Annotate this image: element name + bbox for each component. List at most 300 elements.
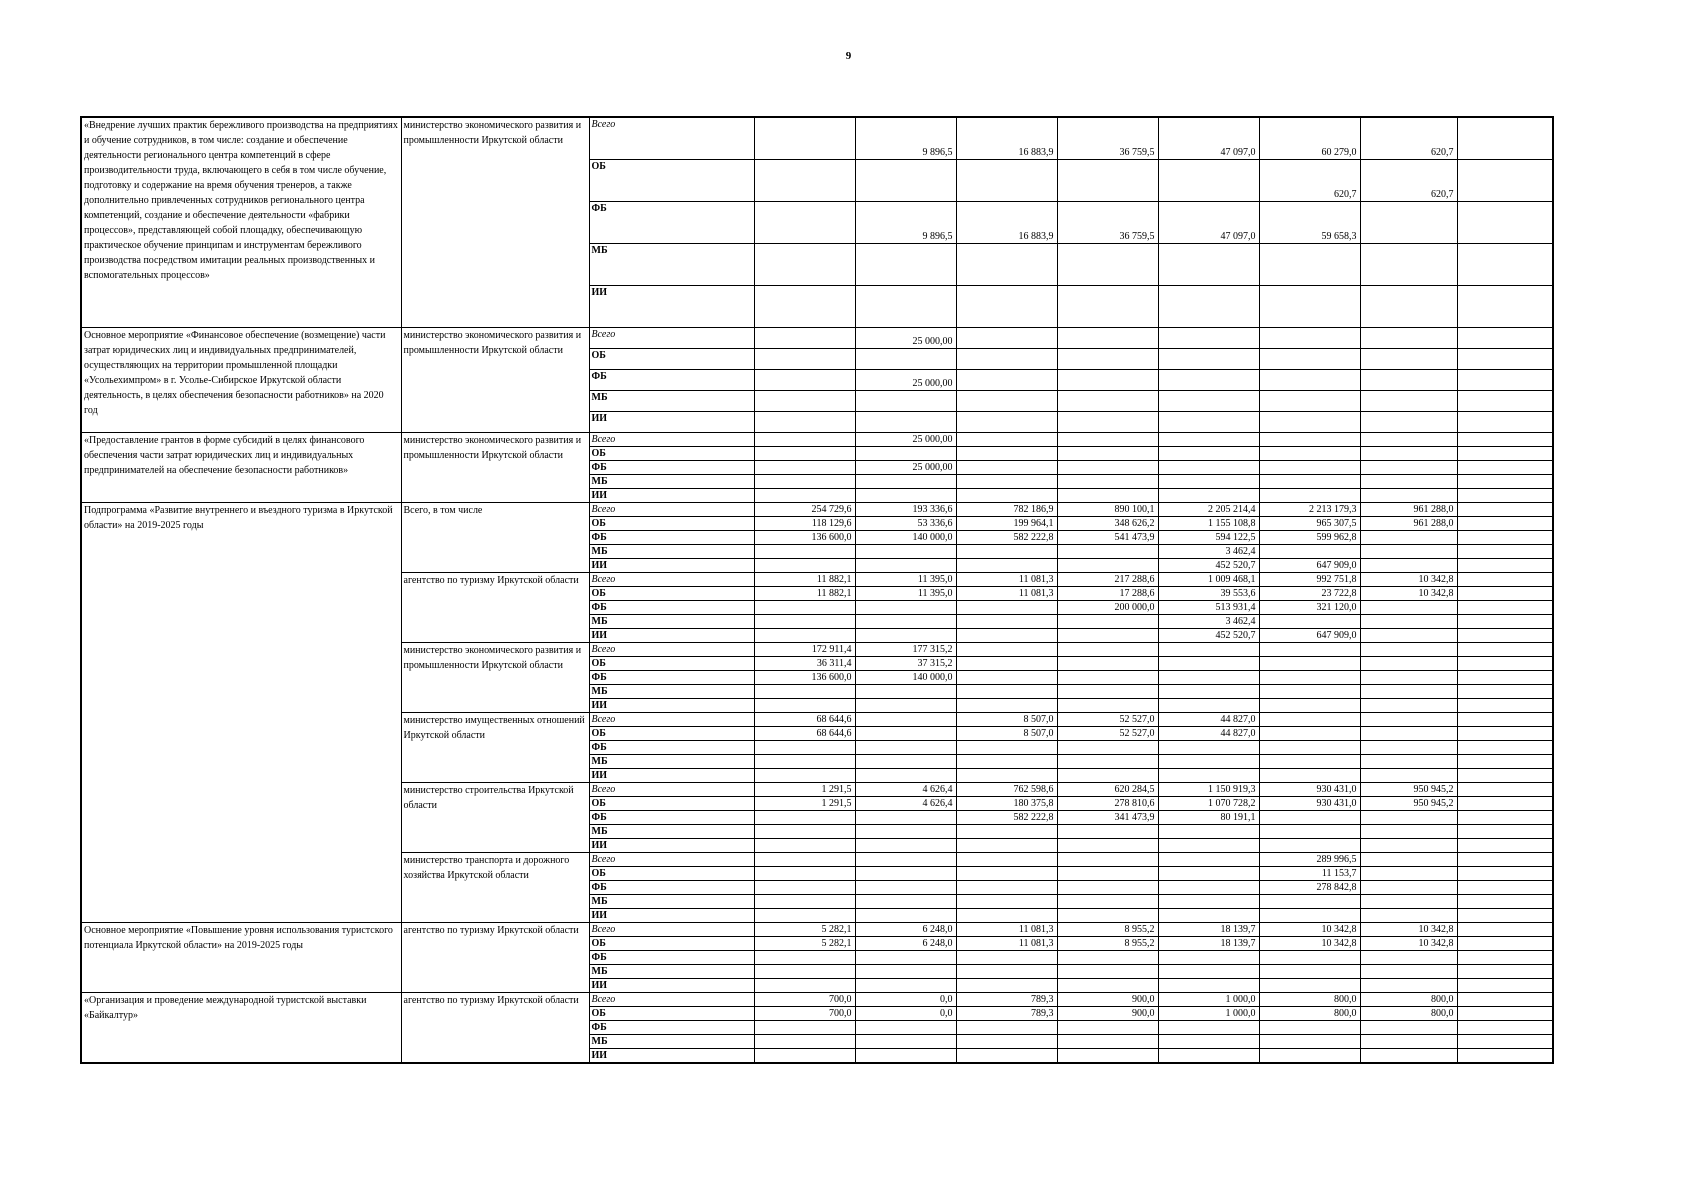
amount-cell [1457,726,1553,740]
amount-cell [1360,558,1457,572]
amount-cell: 10 342,8 [1360,572,1457,586]
amount-cell [956,1048,1057,1063]
measure-description: Основное мероприятие «Повышение уровня использования туристского потенциала Иркутской области» на 2019-2025 годы [81,922,401,992]
funding-source: Всего [589,117,754,159]
amount-cell: 961 288,0 [1360,502,1457,516]
amount-cell [956,1020,1057,1034]
amount-cell [1057,159,1158,201]
amount-cell: 900,0 [1057,1006,1158,1020]
amount-cell [1259,712,1360,726]
funding-source: ИИ [589,628,754,642]
amount-cell: 80 191,1 [1158,810,1259,824]
amount-cell: 0,0 [855,1006,956,1020]
amount-cell [1259,768,1360,782]
amount-cell [1457,460,1553,474]
amount-cell: 11 081,3 [956,922,1057,936]
amount-cell [855,474,956,488]
amount-cell: 800,0 [1360,992,1457,1006]
amount-cell [855,838,956,852]
amount-cell [855,628,956,642]
amount-cell [1457,586,1553,600]
amount-cell [1457,159,1553,201]
amount-cell: 17 288,6 [1057,586,1158,600]
amount-cell [1057,285,1158,327]
amount-cell [1457,824,1553,838]
amount-cell [956,852,1057,866]
amount-cell [1457,1034,1553,1048]
funding-source: ОБ [589,159,754,201]
amount-cell [1457,964,1553,978]
funding-source: ФБ [589,950,754,964]
amount-cell [1360,285,1457,327]
amount-cell [1360,642,1457,656]
amount-cell: 620,7 [1360,159,1457,201]
amount-cell [1360,656,1457,670]
amount-cell [1360,628,1457,642]
amount-cell [855,712,956,726]
amount-cell: 200 000,0 [1057,600,1158,614]
amount-cell: 16 883,9 [956,201,1057,243]
amount-cell [1457,558,1553,572]
amount-cell [1457,474,1553,488]
table-row [81,502,1553,516]
amount-cell [1457,670,1553,684]
amount-cell [956,642,1057,656]
amount-cell: 47 097,0 [1158,201,1259,243]
amount-cell: 321 120,0 [1259,600,1360,614]
amount-cell: 18 139,7 [1158,922,1259,936]
amount-cell [1158,285,1259,327]
amount-cell [956,285,1057,327]
amount-cell [1259,894,1360,908]
amount-cell [1057,488,1158,502]
amount-cell [754,824,855,838]
funding-source: ОБ [589,726,754,740]
amount-cell [1360,698,1457,712]
amount-cell: 217 288,6 [1057,572,1158,586]
amount-cell [1057,768,1158,782]
amount-cell [1457,502,1553,516]
amount-cell: 6 248,0 [855,936,956,950]
amount-cell [1457,740,1553,754]
amount-cell: 513 931,4 [1158,600,1259,614]
amount-cell: 1 000,0 [1158,992,1259,1006]
amount-cell [1158,964,1259,978]
amount-cell: 950 945,2 [1360,782,1457,796]
responsible-executor: министерство экономического развития и промышленности Иркутской области [401,327,589,432]
amount-cell: 800,0 [1360,1006,1457,1020]
funding-source: Всего [589,712,754,726]
funding-source: ОБ [589,866,754,880]
amount-cell [855,558,956,572]
amount-cell [1158,670,1259,684]
amount-cell [754,390,855,411]
amount-cell [855,964,956,978]
amount-cell [855,411,956,432]
amount-cell: 900,0 [1057,992,1158,1006]
amount-cell [1360,432,1457,446]
amount-cell [1158,978,1259,992]
funding-source: ФБ [589,810,754,824]
funding-source: Всего [589,572,754,586]
amount-cell [956,390,1057,411]
amount-cell [1259,327,1360,348]
amount-cell [855,768,956,782]
amount-cell [855,1020,956,1034]
amount-cell [1457,327,1553,348]
amount-cell [1259,1048,1360,1063]
amount-cell [855,866,956,880]
amount-cell [855,544,956,558]
amount-cell [754,768,855,782]
amount-cell [855,894,956,908]
amount-cell [1457,446,1553,460]
funding-source: МБ [589,474,754,488]
amount-cell: 68 644,6 [754,726,855,740]
amount-cell [1457,656,1553,670]
amount-cell [1360,411,1457,432]
amount-cell [754,978,855,992]
amount-cell: 254 729,6 [754,502,855,516]
amount-cell [754,950,855,964]
amount-cell [1457,530,1553,544]
amount-cell [1158,243,1259,285]
amount-cell [1457,348,1553,369]
amount-cell [1057,880,1158,894]
amount-cell: 9 896,5 [855,201,956,243]
amount-cell [1259,950,1360,964]
amount-cell [754,460,855,474]
amount-cell: 782 186,9 [956,502,1057,516]
amount-cell [1158,488,1259,502]
amount-cell: 800,0 [1259,992,1360,1006]
amount-cell [1360,852,1457,866]
amount-cell [855,614,956,628]
amount-cell [1259,754,1360,768]
funding-source: ИИ [589,908,754,922]
funding-source: МБ [589,614,754,628]
amount-cell: 18 139,7 [1158,936,1259,950]
amount-cell [855,390,956,411]
amount-cell: 4 626,4 [855,782,956,796]
amount-cell [956,894,1057,908]
amount-cell: 11 081,3 [956,936,1057,950]
amount-cell: 452 520,7 [1158,628,1259,642]
amount-cell [1158,348,1259,369]
amount-cell: 762 598,6 [956,782,1057,796]
amount-cell: 8 507,0 [956,726,1057,740]
funding-source: МБ [589,684,754,698]
amount-cell [1360,369,1457,390]
funding-source: МБ [589,544,754,558]
amount-cell: 620,7 [1360,117,1457,159]
amount-cell [956,1034,1057,1048]
funding-source: МБ [589,964,754,978]
amount-cell [1259,488,1360,502]
amount-cell [1259,698,1360,712]
amount-cell [1360,810,1457,824]
amount-cell [956,698,1057,712]
table-row [81,432,1553,446]
amount-cell [1057,411,1158,432]
funding-source: ФБ [589,201,754,243]
funding-source: ИИ [589,978,754,992]
amount-cell [956,460,1057,474]
amount-cell [1457,1020,1553,1034]
amount-cell [1057,446,1158,460]
amount-cell: 1 000,0 [1158,1006,1259,1020]
amount-cell: 950 945,2 [1360,796,1457,810]
amount-cell [1360,880,1457,894]
amount-cell [1259,824,1360,838]
amount-cell [754,1034,855,1048]
amount-cell [956,432,1057,446]
amount-cell: 25 000,00 [855,432,956,446]
amount-cell: 44 827,0 [1158,726,1259,740]
amount-cell: 3 462,4 [1158,614,1259,628]
responsible-executor: министерство имущественных отношений Иркутской области [401,712,589,782]
amount-cell [754,411,855,432]
amount-cell [1360,600,1457,614]
amount-cell [1057,390,1158,411]
responsible-executor: министерство экономического развития и промышленности Иркутской области [401,432,589,502]
measure-description: Подпрограмма «Развитие внутреннего и въездного туризма в Иркутской области» на 2019-2025 годы [81,502,401,922]
amount-cell [1457,516,1553,530]
amount-cell [754,544,855,558]
amount-cell [1259,390,1360,411]
amount-cell [1259,544,1360,558]
responsible-executor: агентство по туризму Иркутской области [401,922,589,992]
amount-cell [1457,544,1553,558]
amount-cell [1259,348,1360,369]
amount-cell [1057,544,1158,558]
funding-source: ИИ [589,285,754,327]
amount-cell: 5 282,1 [754,922,855,936]
amount-cell: 1 155 108,8 [1158,516,1259,530]
amount-cell: 23 722,8 [1259,586,1360,600]
amount-cell [754,600,855,614]
amount-cell [1457,866,1553,880]
amount-cell [1057,1048,1158,1063]
amount-cell [1360,838,1457,852]
measure-description: Основное мероприятие «Финансовое обеспечение (возмещение) части затрат юридических лиц и индивидуальных предпринимателей, осуществляющих на территории промышленной площадки «Усольехимпром» в г. Усолье-Сибирское Иркутской области деятельность, в целях обеспечения безопасности работников» на 2020 год [81,327,401,432]
amount-cell [1360,964,1457,978]
amount-cell [1158,446,1259,460]
amount-cell [1057,369,1158,390]
amount-cell: 4 626,4 [855,796,956,810]
amount-cell [1457,390,1553,411]
amount-cell [1457,117,1553,159]
budget-table [80,116,1554,1064]
amount-cell [1057,432,1158,446]
amount-cell [1360,1020,1457,1034]
amount-cell: 1 009 468,1 [1158,572,1259,586]
amount-cell [956,684,1057,698]
amount-cell [855,600,956,614]
amount-cell [1158,824,1259,838]
amount-cell [754,754,855,768]
measure-description: «Предоставление грантов в форме субсидий в целях финансового обеспечения части затрат юридических лиц и индивидуальных предпринимателей на обеспечение безопасности работников» [81,432,401,502]
funding-source: ФБ [589,670,754,684]
amount-cell [956,159,1057,201]
funding-source: ОБ [589,348,754,369]
amount-cell [855,880,956,894]
funding-source: ИИ [589,1048,754,1063]
amount-cell [956,768,1057,782]
amount-cell [956,348,1057,369]
amount-cell [1457,600,1553,614]
amount-cell [855,978,956,992]
amount-cell: 8 955,2 [1057,936,1158,950]
amount-cell: 647 909,0 [1259,558,1360,572]
amount-cell [1457,642,1553,656]
amount-cell [1360,460,1457,474]
funding-source: МБ [589,754,754,768]
amount-cell [1360,544,1457,558]
amount-cell: 278 842,8 [1259,880,1360,894]
amount-cell: 11 081,3 [956,586,1057,600]
amount-cell [956,474,1057,488]
amount-cell [754,488,855,502]
amount-cell [754,866,855,880]
funding-source: ОБ [589,586,754,600]
amount-cell [1259,684,1360,698]
amount-cell [1457,936,1553,950]
amount-cell: 11 395,0 [855,586,956,600]
amount-cell [1057,656,1158,670]
amount-cell: 36 759,5 [1057,117,1158,159]
amount-cell [1057,474,1158,488]
amount-cell: 11 882,1 [754,586,855,600]
amount-cell: 1 291,5 [754,782,855,796]
amount-cell: 37 315,2 [855,656,956,670]
amount-cell [754,348,855,369]
amount-cell [1360,474,1457,488]
amount-cell [1360,978,1457,992]
amount-cell [1360,894,1457,908]
amount-cell: 11 395,0 [855,572,956,586]
amount-cell [1457,432,1553,446]
amount-cell: 890 100,1 [1057,502,1158,516]
amount-cell [1158,768,1259,782]
amount-cell [1158,740,1259,754]
amount-cell [855,740,956,754]
amount-cell: 789,3 [956,992,1057,1006]
amount-cell: 10 342,8 [1360,922,1457,936]
funding-source: ФБ [589,460,754,474]
amount-cell [1457,782,1553,796]
amount-cell [1259,411,1360,432]
amount-cell [855,1048,956,1063]
amount-cell: 10 342,8 [1360,586,1457,600]
amount-cell [1360,243,1457,285]
funding-source: ФБ [589,1020,754,1034]
amount-cell [1360,1048,1457,1063]
amount-cell: 620 284,5 [1057,782,1158,796]
amount-cell [1259,1020,1360,1034]
amount-cell: 25 000,00 [855,460,956,474]
amount-cell [1057,824,1158,838]
amount-cell [1360,824,1457,838]
amount-cell [754,740,855,754]
amount-cell: 930 431,0 [1259,796,1360,810]
amount-cell [1457,572,1553,586]
amount-cell [1360,390,1457,411]
amount-cell: 199 964,1 [956,516,1057,530]
amount-cell [956,369,1057,390]
amount-cell: 11 081,3 [956,572,1057,586]
amount-cell: 965 307,5 [1259,516,1360,530]
table-row [81,327,1553,348]
amount-cell [1259,964,1360,978]
table-row [81,922,1553,936]
amount-cell: 44 827,0 [1158,712,1259,726]
amount-cell [754,432,855,446]
amount-cell [1158,656,1259,670]
amount-cell [855,446,956,460]
amount-cell [1457,810,1553,824]
amount-cell [1360,670,1457,684]
amount-cell [754,285,855,327]
funding-source: Всего [589,992,754,1006]
amount-cell [1360,614,1457,628]
amount-cell [855,824,956,838]
amount-cell [956,628,1057,642]
amount-cell [1259,978,1360,992]
amount-cell: 68 644,6 [754,712,855,726]
amount-cell: 52 527,0 [1057,712,1158,726]
amount-cell: 10 342,8 [1259,922,1360,936]
amount-cell [1457,369,1553,390]
amount-cell [1457,712,1553,726]
amount-cell: 16 883,9 [956,117,1057,159]
amount-cell [956,740,1057,754]
amount-cell [1057,1034,1158,1048]
amount-cell [1259,285,1360,327]
amount-cell [754,243,855,285]
amount-cell [1057,838,1158,852]
amount-cell [956,978,1057,992]
amount-cell [1057,327,1158,348]
amount-cell [1158,390,1259,411]
amount-cell [754,880,855,894]
amount-cell: 10 342,8 [1360,936,1457,950]
amount-cell [1057,754,1158,768]
amount-cell [1259,460,1360,474]
amount-cell [1457,894,1553,908]
funding-source: МБ [589,824,754,838]
amount-cell [956,908,1057,922]
amount-cell: 278 810,6 [1057,796,1158,810]
amount-cell [754,852,855,866]
amount-cell [1158,866,1259,880]
amount-cell [1360,866,1457,880]
funding-source: ОБ [589,796,754,810]
amount-cell [1457,201,1553,243]
amount-cell [1158,698,1259,712]
amount-cell [1057,866,1158,880]
amount-cell [1259,1034,1360,1048]
amount-cell [1158,950,1259,964]
amount-cell: 11 882,1 [754,572,855,586]
amount-cell [956,824,1057,838]
amount-cell [1057,460,1158,474]
amount-cell: 60 279,0 [1259,117,1360,159]
funding-source: ИИ [589,698,754,712]
amount-cell [855,488,956,502]
responsible-executor: министерство строительства Иркутской области [401,782,589,852]
amount-cell: 930 431,0 [1259,782,1360,796]
